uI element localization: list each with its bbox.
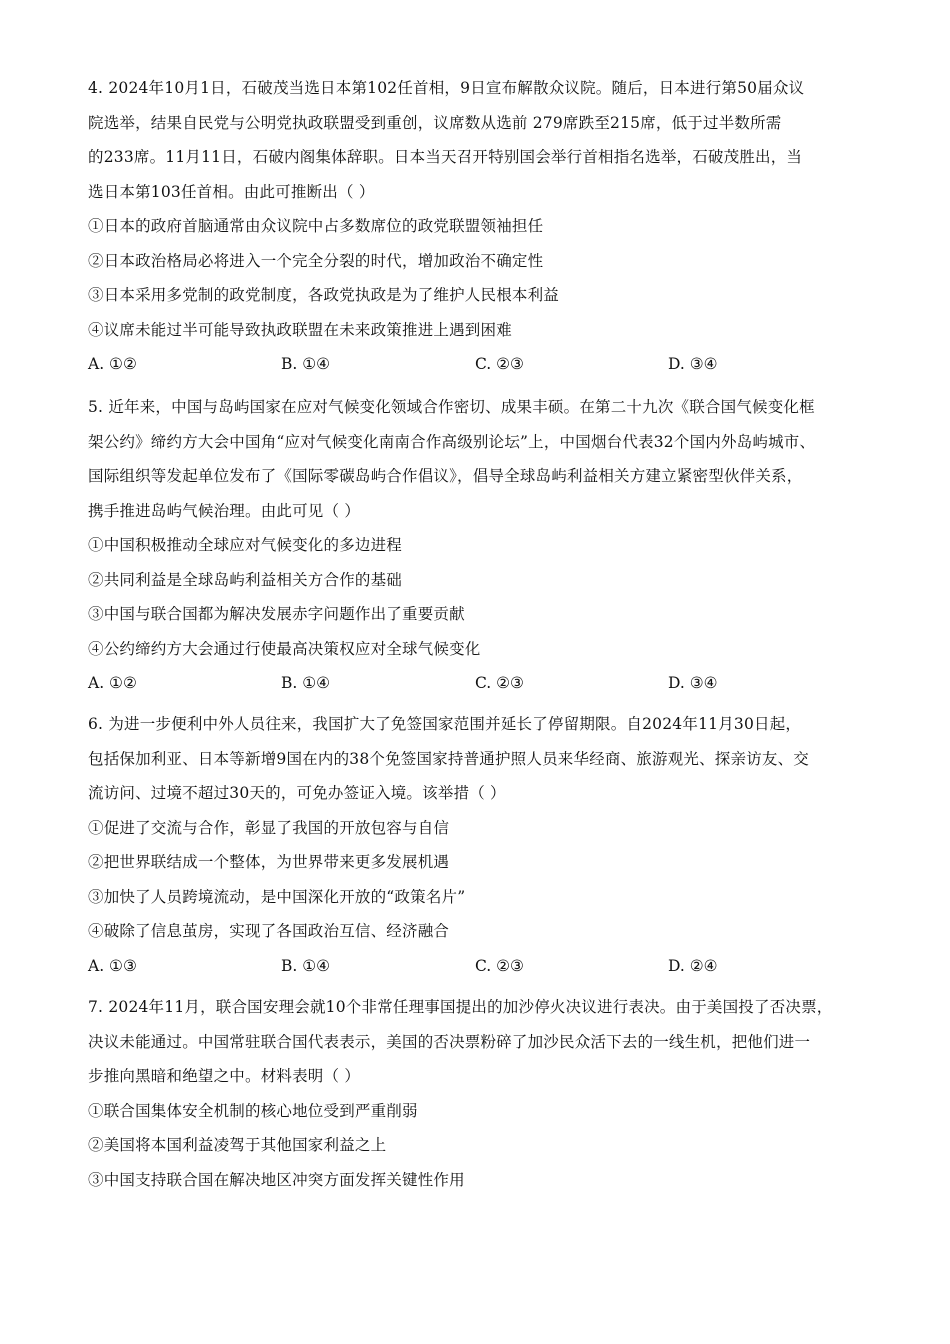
- question-7: [88, 990, 868, 1197]
- question-stem-line: 选日本第103任首相。由此可推断出（ ）: [88, 182, 375, 201]
- statement-item: ④议席未能过半可能导致执政联盟在未来政策推进上遇到困难: [88, 320, 512, 339]
- question-stem-line: 7. 2024年11月，联合国安理会就10个非常任理事国提出的加沙停火决议进行表决。由于美国投了否决票，: [88, 998, 833, 1016]
- question-6: [88, 707, 868, 983]
- answer-choices: [88, 347, 868, 382]
- statement-item: ③日本采用多党制的政党制度，各政党执政是为了维护人民根本利益: [88, 286, 560, 304]
- choice-b[interactable]: B. ①④: [281, 355, 331, 373]
- question-stem-line: 4. 2024年10月1日，石破茂当选日本第102任首相，9日宣布解散众议院。随后，日本进行第50届众议: [88, 79, 805, 97]
- statement-item: ③中国与联合国都为解决发展赤字问题作出了重要贡献: [88, 605, 465, 623]
- statement-item: ③加快了人员跨境流动，是中国深化开放的“政策名片”: [88, 887, 466, 906]
- statement-item: ②共同利益是全球岛屿利益相关方合作的基础: [88, 570, 403, 589]
- question-stem-line: 包括保加利亚、日本等新增9国在内的38个免签国家持普通护照人员来华经商、旅游观光、探亲访友、交: [88, 749, 809, 768]
- statement-item: ①日本的政府首脑通常由众议院中占多数席位的政党联盟领袖担任: [88, 217, 544, 235]
- question-stem-line: 国际组织等发起单位发布了《国际零碳岛屿合作倡议》，倡导全球岛屿利益相关方建立紧密型伙伴关系，: [88, 467, 803, 485]
- choice-c[interactable]: C. ②③: [475, 355, 524, 373]
- statement-item: ②日本政治格局必将进入一个完全分裂的时代，增加政治不确定性: [88, 251, 544, 270]
- question-stem-line: 流访问、过境不超过30天的，可免办签证入境。该举措（ ）: [88, 784, 506, 802]
- question-5: [88, 390, 868, 701]
- question-stem-line: 决议未能通过。中国常驻联合国代表表示，美国的否决票粉碎了加沙民众活下去的一线生机，把他们进一: [88, 1032, 811, 1051]
- choice-d[interactable]: D. ③④: [668, 355, 718, 373]
- statement-item: ②把世界联结成一个整体，为世界带来更多发展机遇: [88, 853, 450, 871]
- choice-a[interactable]: A. ①②: [88, 355, 137, 373]
- answer-choices: [88, 666, 868, 701]
- choice-b[interactable]: B. ①④: [281, 956, 331, 975]
- statement-item: ③中国支持联合国在解决地区冲突方面发挥关键性作用: [88, 1170, 465, 1189]
- question-stem-line: 携手推进岛屿气候治理。由此可见（ ）: [88, 501, 361, 520]
- statement-item: ①联合国集体安全机制的核心地位受到严重削弱: [88, 1101, 418, 1120]
- question-stem-line: 院选举，结果自民党与公明党执政联盟受到重创，议席数从选前 279席跌至215席，低于过半数所需: [88, 113, 782, 132]
- choice-d[interactable]: D. ③④: [668, 674, 718, 692]
- question-stem-line: 步推向黑暗和绝望之中。材料表明（ ）: [88, 1067, 361, 1085]
- statement-item: ①促进了交流与合作，彰显了我国的开放包容与自信: [88, 818, 450, 837]
- answer-choices: [88, 949, 868, 984]
- question-stem-line: 架公约》缔约方大会中国角“应对气候变化南南合作高级别论坛”上，中国烟台代表32个国内外岛屿城市、: [88, 432, 816, 451]
- statement-item: ④公约缔约方大会通过行使最高决策权应对全球气候变化: [88, 639, 481, 658]
- question-stem-line: 6. 为进一步便利中外人员往来，我国扩大了免签国家范围并延长了停留期限。自2024年11月30日起，: [88, 715, 802, 733]
- choice-a[interactable]: A. ①③: [88, 956, 137, 975]
- choice-d[interactable]: D. ②④: [668, 956, 718, 975]
- statement-item: ④破除了信息茧房，实现了各国政治互信、经济融合: [88, 922, 450, 940]
- question-4: [88, 71, 868, 382]
- question-stem-line: 的233席。11月11日，石破内阁集体辞职。日本当天召开特别国会举行首相指名选举，石破茂胜出，当: [88, 148, 803, 166]
- choice-c[interactable]: C. ②③: [475, 956, 524, 975]
- choice-c[interactable]: C. ②③: [475, 674, 524, 692]
- choice-a[interactable]: A. ①②: [88, 674, 137, 692]
- statement-item: ②美国将本国利益凌驾于其他国家利益之上: [88, 1136, 387, 1154]
- choice-b[interactable]: B. ①④: [281, 674, 331, 692]
- question-stem-line: 5. 近年来，中国与岛屿国家在应对气候变化领域合作密切、成果丰硕。在第二十九次《联合国气候变化框: [88, 398, 815, 416]
- statement-item: ①中国积极推动全球应对气候变化的多边进程: [88, 536, 403, 554]
